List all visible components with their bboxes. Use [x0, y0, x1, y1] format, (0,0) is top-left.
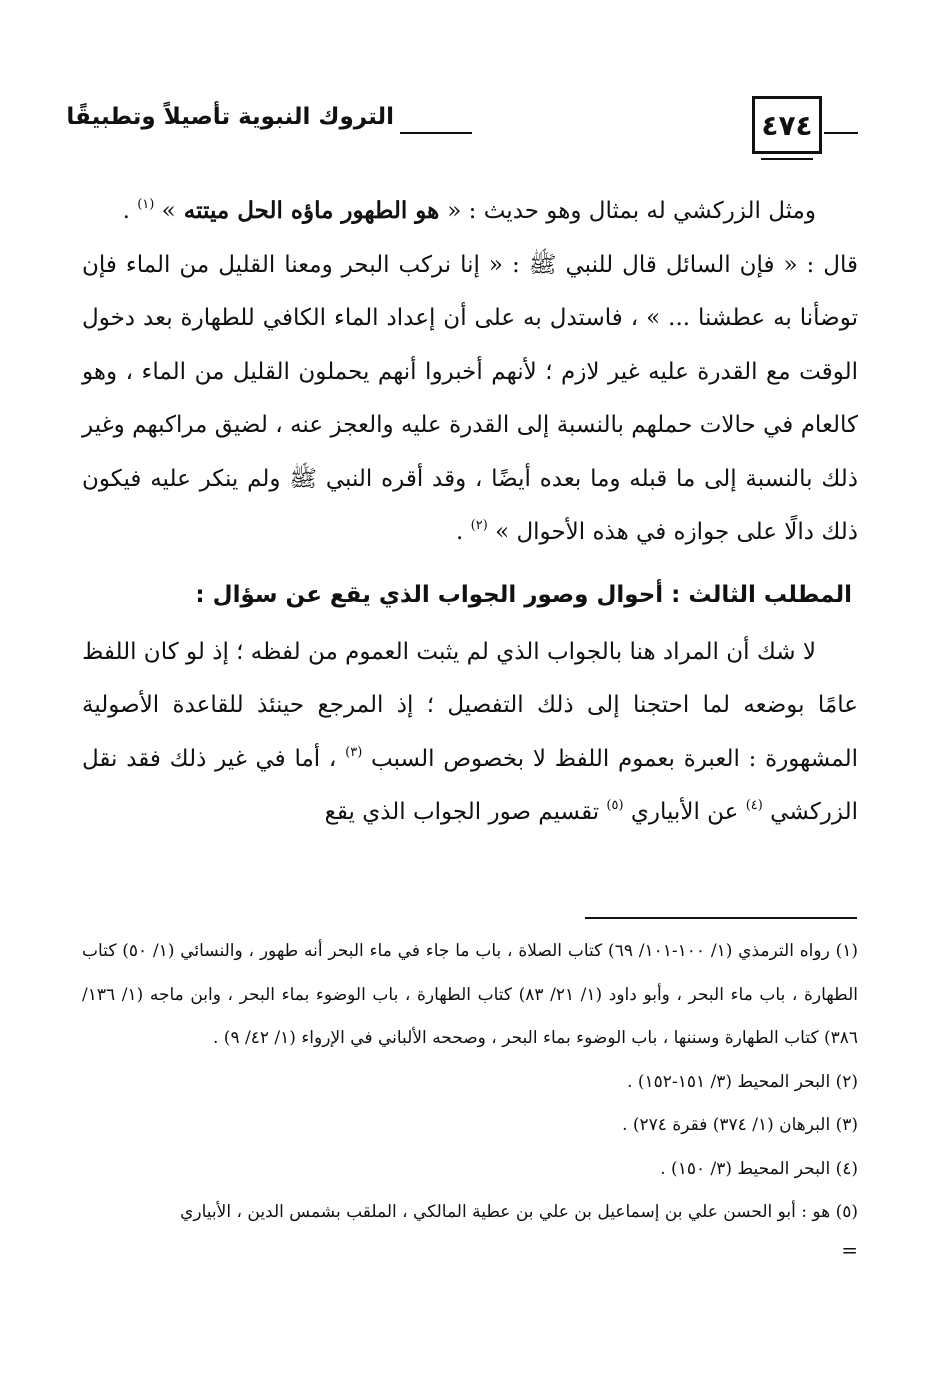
running-title: التروك النبوية تأصيلاً وتطبيقًا [66, 104, 394, 130]
footnote-ref-4[interactable]: (٤) [745, 798, 763, 813]
hadith-quote: هو الطهور ماؤه الحل ميتته [175, 197, 448, 224]
footnote-ref-3[interactable]: (٣) [345, 744, 363, 760]
para1-intro: ومثل الزركشي له بمثال وهو حديث : « [447, 198, 816, 224]
footnote-separator [585, 917, 857, 919]
footnotes [82, 930, 858, 1265]
footnote-1: (١) رواه الترمذي (١/ ١٠٠-١٠١/ ٦٩) كتاب الصلاة ، باب ما جاء في ماء البحر أنه طهور ، والنسائي (١/ ٥٠) كتاب الطهارة ، باب ماء البحر ، وأبو داود (١/ ٢١/ ٨٣) كتاب الطهارة ، باب الوضوء بماء البحر ، وابن ماجه (١/ ١٣٦/ ٣٨٦) كتاب الطهارة وسننها ، باب الوضوء بماء البحر ، وصححه الألباني في الإرواء (١/ ٤٢/ ٩) . [82, 941, 859, 1048]
para3-part3: عن الأبياري [623, 799, 746, 825]
paragraph-2 [82, 239, 858, 560]
footnote-ref-5[interactable]: (٥) [606, 798, 624, 813]
paragraph-3 [82, 626, 858, 840]
footnote-5: (٥) هو : أبو الحسن علي بن إسماعيل بن علي بن عطية المالكي ، الملقب بشمس الدين ، الأبياري [180, 1202, 858, 1222]
footnote-4: (٤) البحر المحيط (٣/ ١٥٠) . [660, 1158, 858, 1179]
para2-text: قال : « فإن السائل قال للنبي ﷺ : « إنا نركب البحر ومعنا القليل من الماء فإن توضأنا به عطشنا ... » ، فاستدل به على أن إعداد الماء الكافي للطهارة بعد دخول الوقت مع القدرة عليه غير لازم ؛ لأنهم أخبروا أنهم يحملون القليل من الماء ، وهو كالعام في حالات حملهم بالنسبة إلى القدرة عليه والعجز عنه ، لضيق مراكبهم وغير ذلك بالنسبة إلى ما قبله وما بعده أيضًا ، وقد أقره النبي ﷺ ولم ينكر عليه فيكون ذلك دالًا على جوازه في هذه الأحوال » [82, 251, 858, 545]
header-rule-left [400, 132, 472, 134]
para2-end: . [456, 519, 471, 545]
section-heading: المطلب الثالث : أحوال وصور الجواب الذي يقع عن سؤال : [195, 581, 852, 608]
footnote-2: (٢) البحر المحيط (٣/ ١٥١-١٥٢) . [627, 1071, 858, 1092]
footnote-3: (٣) البرهان (١/ ٣٧٤) فقرة ٢٧٤) . [622, 1115, 858, 1135]
para1-end: . [122, 198, 138, 224]
para3-part4: تقسيم صور الجواب الذي يقع [324, 799, 607, 825]
footnote-ref-1[interactable]: (١) [137, 197, 155, 212]
para3-part2: ، أما في غير ذلك فقد نقل الزركشي [82, 745, 858, 825]
continuation-mark: = [841, 1237, 858, 1262]
header-rule-right [824, 132, 858, 134]
main-text [82, 184, 858, 840]
page-number: ٤٧٤ [752, 96, 822, 154]
footnote-ref-2[interactable]: (٢) [470, 518, 488, 533]
para3-part1: لا شك أن المراد هنا بالجواب الذي لم يثبت العموم من لفظه ؛ إذ لو كان اللفظ عامًا بوضعه لما احتجنا إلى ذلك التفصيل ؛ إذ المرجع حينئذ للقاعدة الأصولية المشهورة : العبرة بعموم اللفظ لا بخصوص السبب [82, 638, 858, 772]
paragraph-1 [82, 184, 858, 239]
page-header [66, 92, 858, 160]
para1-close: » [154, 198, 176, 224]
